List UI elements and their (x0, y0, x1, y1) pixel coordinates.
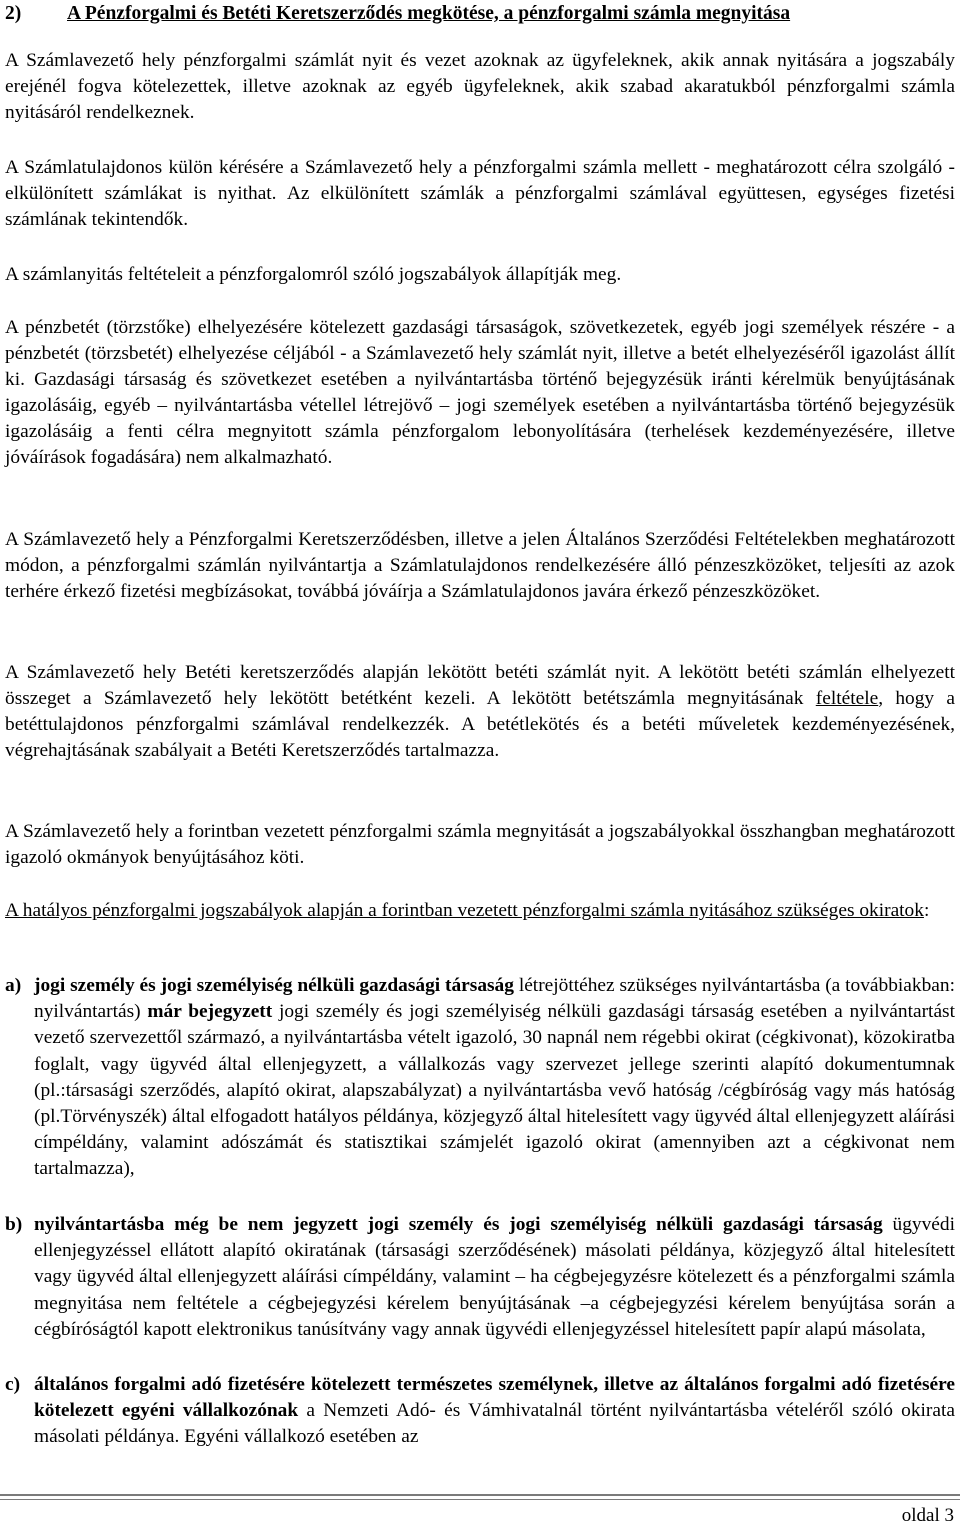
paragraph-fixed-deposit: A Számlavezető hely Betéti keretszerződés alapján lekötött betéti számlát nyit. A lekötött betéti számlán elhelyezett összeget a Számlavezető hely lekötött betétként kezeli. A lekötött betétszámla megnyitásának feltétele, hogy a betéttulajdonos pénzforgalmi számlával rendelkezzék. A betétlekötés és a betéti műveletek kezdeményezésének, végrehajtásának szabályait a Betéti Keretszerződés tartalmazza. (5, 662, 955, 761)
footer-divider (0, 1499, 960, 1500)
required-documents-heading: A hatályos pénzforgalmi jogszabályok alapján a forintban vezetett pénzforgalmi számla nyitásához szükséges okiratok: (5, 900, 930, 921)
paragraph-separate-accounts: A Számlatulajdonos külön kérésére a Számlavezető hely a pénzforgalmi számla mellett - meghatározott célra szolgáló - elkülönített számlákat is nyithat. Az elkülönített számlák a pénzforgalmi számlával együttesen, egységes fizetési számlának tekintendők. (5, 157, 955, 230)
underlined-condition: feltétele (815, 688, 879, 709)
section-title: A Pénzforgalmi és Betéti Keretszerződés megkötése, a pénzforgalmi számla megnyitása (67, 3, 791, 24)
list-label: b) (5, 1214, 23, 1235)
list-item-c: c) általános forgalmi adó fizetésére kötelezett természetes személynek, illetve az általános forgalmi adó fizetésére kötelezett egyéni vállalkozónak a Nemzeti Adó- és Vámhivatalnál történt nyilvántartásba vételéről szóló okirata másolati példánya. Egyéni vállalkozó esetében az (5, 1374, 955, 1448)
section-heading (5, 2, 790, 26)
paragraph-cash-deposit: A pénzbetét (törzstőke) elhelyezésére kötelezett gazdasági társaságok, szövetkezetek, egyéb jogi személyek részére - a pénzbetét (törzsbetét) elhelyezése céljából - a Számlavezető hely számlát nyit, illetve a betét elhelyezéséről igazolást állít ki. Gazdasági társaság és szövetkezet esetében a nyilvántartásba történő bejegyzésük iránti kérelmük benyújtásának igazolásáig, egyéb – nyilvántartásba vétellel létrejövő – jogi személyek esetében a nyilvántartásba történő bejegyzésük igazolásáig a fenti célra megnyitott számla pénzforgalom lebonyolítására (terhelések kezdeményezésére, illetve jóváírások fogadására) nem alkalmazható. (5, 317, 955, 468)
page-number: oldal 3 (901, 1505, 954, 1526)
section-number: 2) (5, 3, 22, 24)
list-item-b: b) nyilvántartásba még be nem jegyzett jogi személy és jogi személyiség nélküli gazdasági társaság ügyvédi ellenjegyzéssel ellátott alapító okiratának (társasági szerződésének) másolati példánya, közjegyző által hitelesített vagy ügyvéd által ellenjegyzett aláírási címpéldány, valamint – ha cégbejegyzésre kötelezett és a pénzforgalmi számla megnyitása nem feltétele a cégbejegyzési kérelem benyújtásának –a cégbejegyzési kérelem benyújtása során a cégbíróságtól kapott elektronikus tanúsítvány vagy annak ügyvédi ellenjegyzéssel hitelesített papír alapú másolata, (5, 1214, 955, 1340)
list-label: a) (5, 975, 22, 996)
paragraph-account-opening: A Számlavezető hely pénzforgalmi számlát nyit és vezet azoknak az ügyfeleknek, akik annak nyitására a jogszabály erejénél fogva kötelezettek, illetve azoknak az egyéb ügyfeleknek, akik szabad akaratukból pénzforgalmi számla nyitásáról rendelkeznek. (5, 50, 955, 123)
footer-divider (0, 1494, 960, 1496)
paragraph-conditions: A számlanyitás feltételeit a pénzforgalomról szóló jogszabályok állapítják meg. (5, 264, 622, 285)
paragraph-forint-account: A Számlavezető hely a forintban vezetett pénzforgalmi számla megnyitását a jogszabályokkal összhangban meghatározott igazoló okmányok benyújtásához köti. (5, 821, 955, 868)
list-item-a: a) jogi személy és jogi személyiség nélküli gazdasági társaság létrejöttéhez szükséges nyilvántartásba (a továbbiakban: nyilvántartás) már bejegyzett jogi személy és jogi személyiség nélküli gazdasági társaság esetében a nyilvántartást vezető szervezettől származó, a nyilvántartásba vételt igazoló, 30 napnál nem régebbi okirat (cégkivonat), közokiratba foglalt, vagy ügyvéd által ellenjegyzett, a vállalkozás vagy szervezet jellege szerinti alapító dokumentumnak (pl.:társasági szerződés, alapító okirat, alapszabályzat) a nyilvántartásba vevő hatóság /cégbíróság vagy más hatóság (pl.Törvényszék) által elfogadott hatályos példánya, közjegyző által hitelesített vagy ügyvéd által ellenjegyzett aláírási címpéldány, valamint adószámát és statisztikai számjelét igazoló okirat (amennyiben azt a cégkivonat nem tartalmazza), (5, 975, 955, 1180)
list-label: c) (5, 1374, 21, 1395)
paragraph-framework-contract: A Számlavezető hely a Pénzforgalmi Keretszerződésben, illetve a jelen Általános Szerződési Feltételekben meghatározott módon, a pénzforgalmi számlán nyilvántartja a Számlatulajdonos rendelkezésére álló pénzeszközöket, teljesíti az azok terhére érkező fizetési megbízásokat, továbbá jóváírja a Számlatulajdonos javára érkező pénzeszközöket. (5, 529, 955, 602)
